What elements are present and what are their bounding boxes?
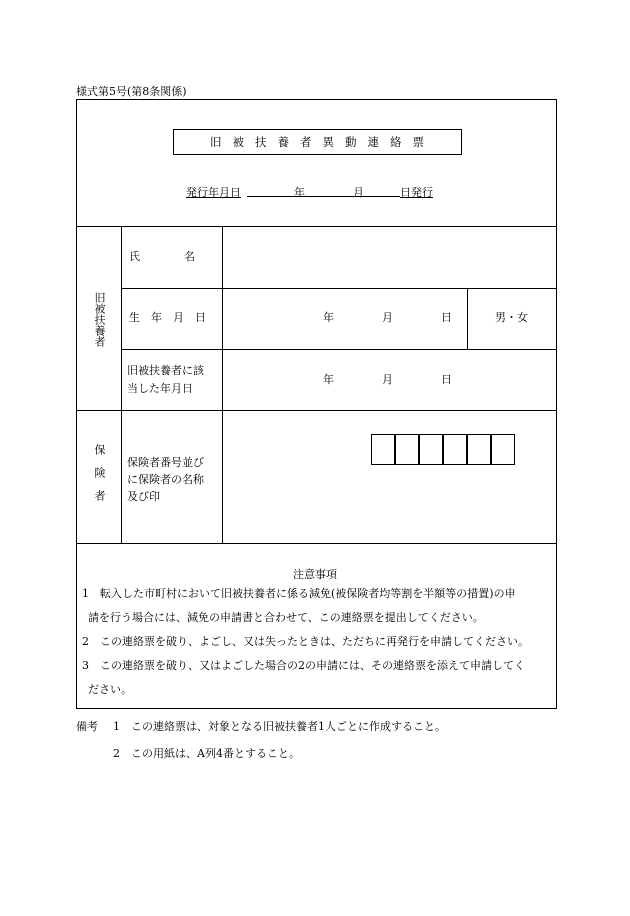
section-former-dependent: 旧被扶養者 <box>93 292 106 347</box>
birth-day-unit: 日 <box>441 311 452 324</box>
birth-date-field[interactable] <box>224 290 465 347</box>
column-divider <box>121 226 122 543</box>
form-reference: 様式第5号(第8条関係) <box>76 85 187 98</box>
insurer-number-digit-box[interactable] <box>419 434 443 465</box>
remark-item-2: 2 この用紙は、A列4番とすること。 <box>113 747 300 760</box>
name-field[interactable] <box>224 228 555 286</box>
form-title: 旧被扶養者異動連絡票 <box>173 129 462 155</box>
divider <box>76 226 557 227</box>
qualified-year-unit: 年 <box>323 373 334 386</box>
insurer-number-digit-box[interactable] <box>467 434 491 465</box>
birth-month-unit: 月 <box>382 311 393 324</box>
issue-month-unit: 月 <box>353 186 364 199</box>
insurer-number-digit-box[interactable] <box>371 434 395 465</box>
issue-underline <box>247 196 400 197</box>
issue-date-label: 発行年月日 <box>186 186 241 199</box>
remark-item-1: 1 この連絡票は、対象となる旧被扶養者1人ごとに作成すること。 <box>113 720 446 733</box>
issue-day-unit: 日発行 <box>400 186 433 199</box>
insurer-label-line2: に保険者の名称 <box>127 473 204 486</box>
divider <box>121 288 557 289</box>
insurer-label-line1: 保険者番号並び <box>127 456 204 469</box>
note-item-3-cont: ださい。 <box>88 683 132 696</box>
qualified-date-label-line2: 当した年月日 <box>127 382 193 395</box>
column-divider <box>467 288 468 349</box>
issue-year-unit: 年 <box>294 186 305 199</box>
note-item-1: 1 転入した市町村において旧被扶養者に係る減免(被保険者均等割を半額等の措置)の申 <box>82 587 516 600</box>
notes-list <box>82 582 554 702</box>
qualified-date-label-line1: 旧被扶養者に該 <box>127 364 204 377</box>
name-label: 氏 名 <box>129 250 195 263</box>
sex-options[interactable]: 男・女 <box>495 311 528 324</box>
note-item-3: 3 この連絡票を破り、又はよごした場合の2の申請には、その連絡票を添えて申請してく <box>82 659 525 672</box>
insurer-label-line3: 及び印 <box>127 490 160 503</box>
column-divider <box>222 226 223 543</box>
divider <box>121 349 557 350</box>
insurer-number-digit-box[interactable] <box>395 434 419 465</box>
note-item-2: 2 この連絡票を破り、よごし、又は失ったときは、ただちに再発行を申請してください。 <box>82 635 529 648</box>
remarks-label: 備考 <box>76 720 98 733</box>
notes-heading: 注意事項 <box>293 568 337 581</box>
divider <box>76 410 557 411</box>
insurer-number-digit-box[interactable] <box>491 434 515 465</box>
insurer-number-digit-box[interactable] <box>443 434 467 465</box>
qualified-month-unit: 月 <box>382 373 393 386</box>
note-item-1-cont: 請を行う場合には、減免の申請書と合わせて、この連絡票を提出してください。 <box>88 611 484 624</box>
birth-date-label: 生 年 月 日 <box>129 311 206 324</box>
birth-year-unit: 年 <box>323 311 334 324</box>
section-insurer: 保険者 <box>93 444 106 513</box>
divider <box>76 543 557 544</box>
qualified-day-unit: 日 <box>441 373 452 386</box>
